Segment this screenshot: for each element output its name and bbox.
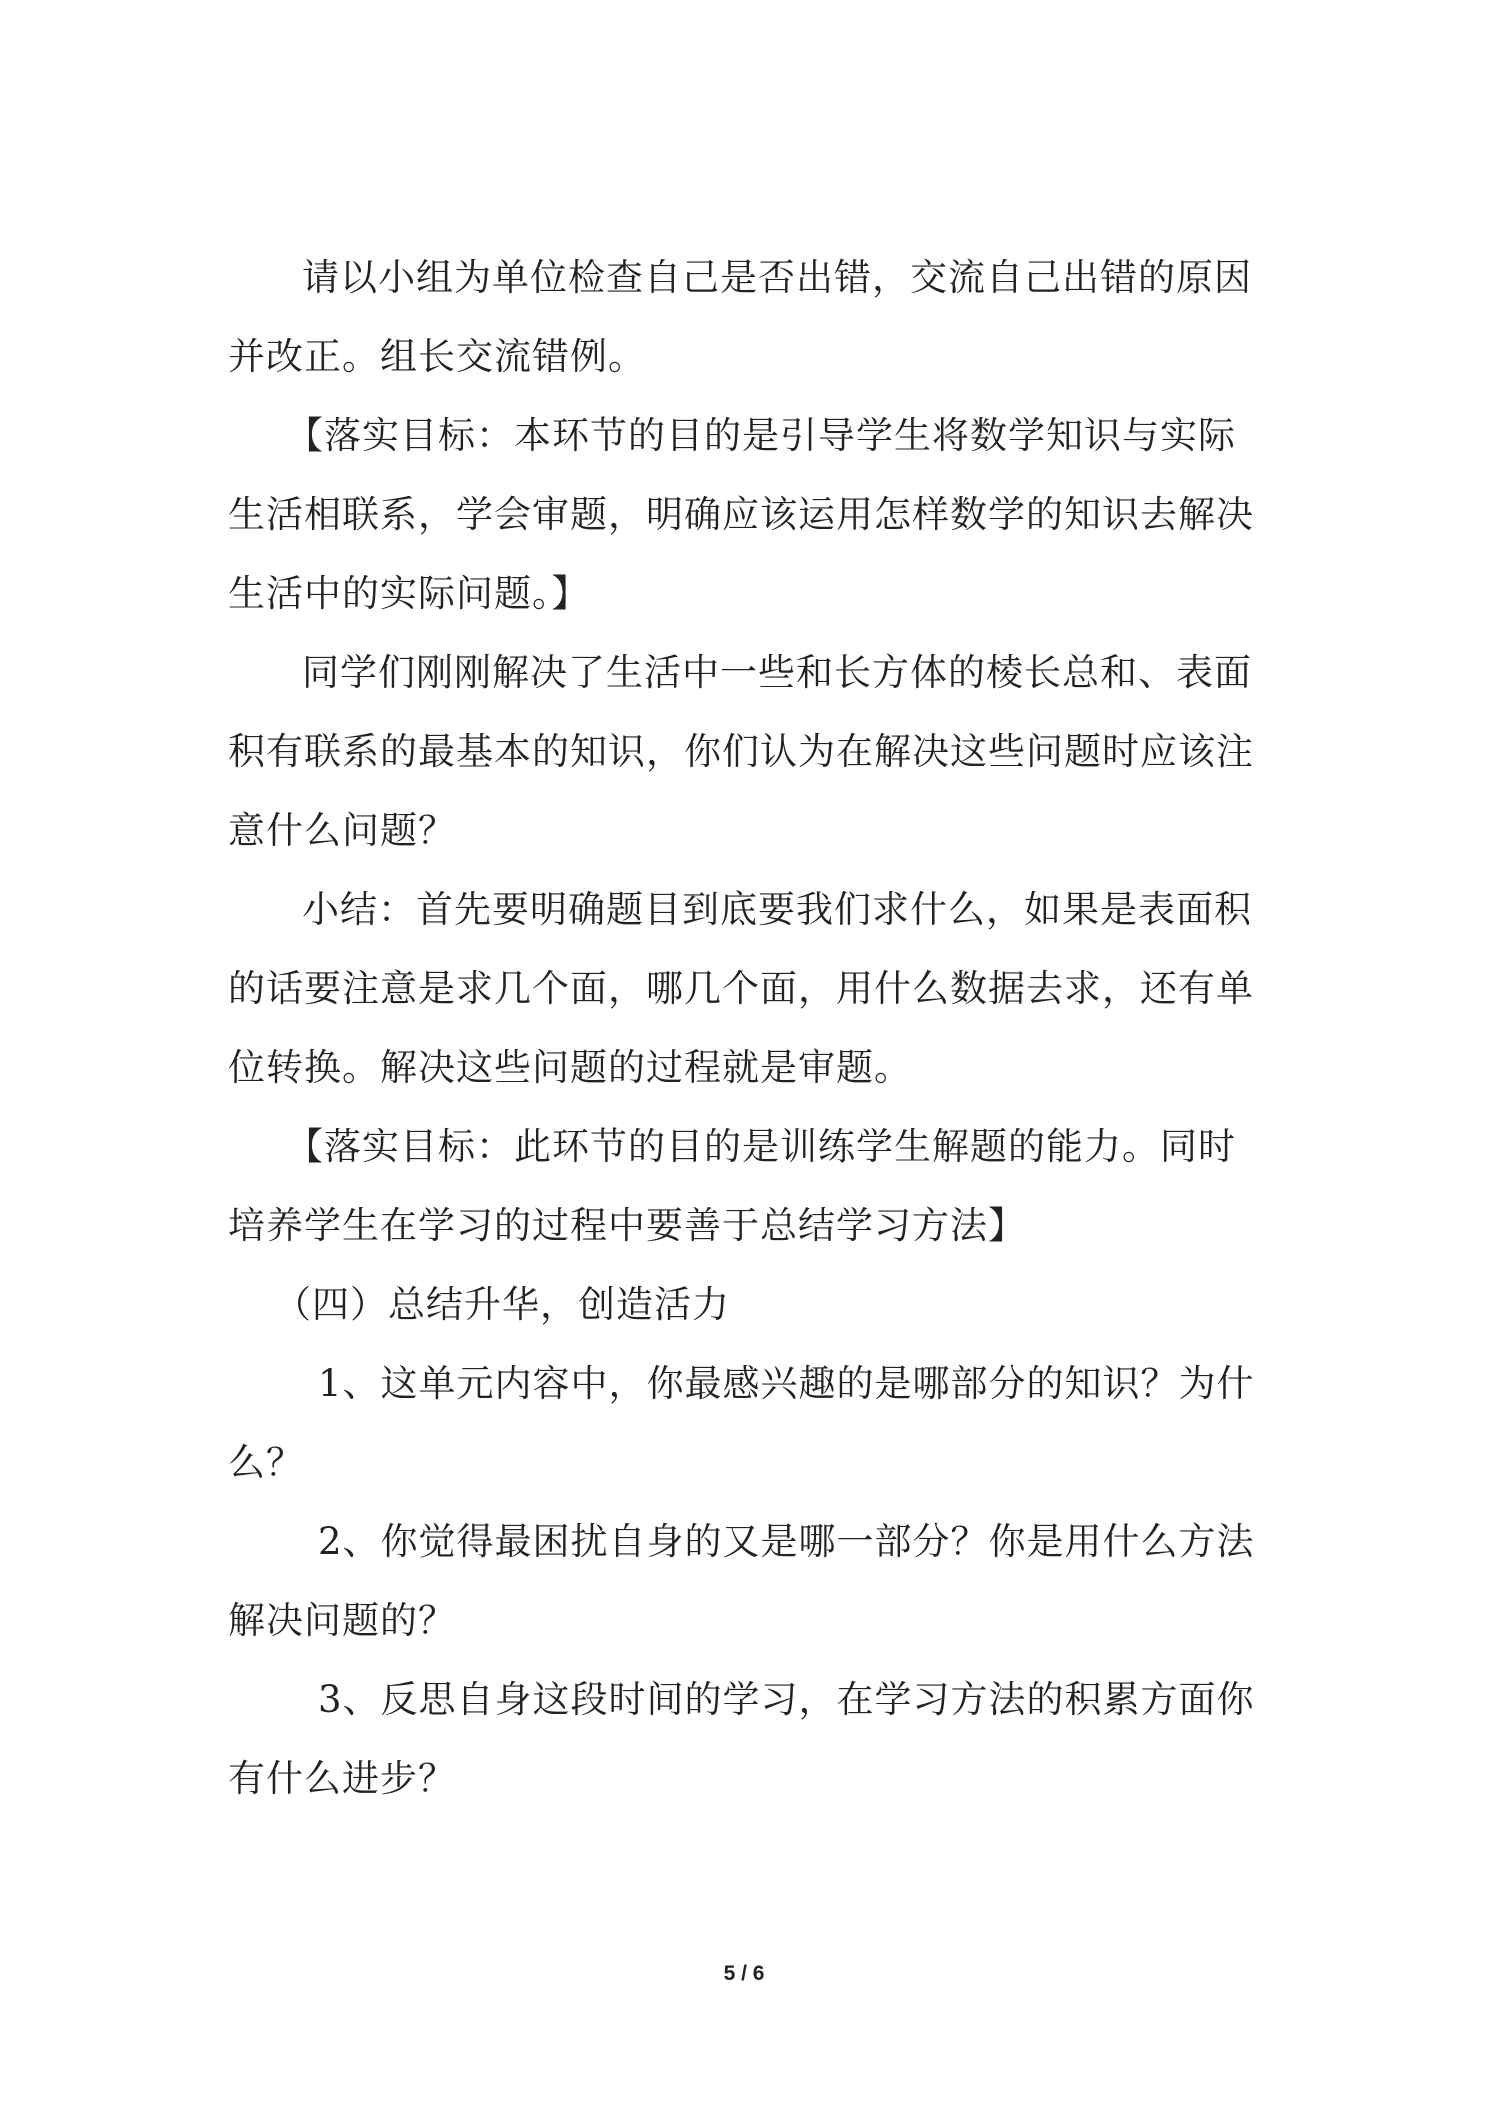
paragraph-objective-1: 【落实目标：本环节的目的是引导学生将数学知识与实际生活相联系，学会审题，明确应该运用怎样数学的知识去解决生活中的实际问题。】 — [228, 414, 1254, 615]
paragraph-objective-2: 【落实目标：此环节的目的是训练学生解题的能力。同时培养学生在学习的过程中要善于总结学习方法】 — [228, 1125, 1236, 1247]
list-item-question-3: 3、反思自身这段时间的学习，在学习方法的积累方面你有什么进步？ — [228, 1678, 1255, 1800]
paragraph-question: 同学们刚刚解决了生活中一些和长方体的棱长总和、表面积有联系的最基本的知识，你们认为在解决这些问题时应该注意什么问题？ — [228, 651, 1254, 852]
section-heading-four: （四）总结升华，创造活力 — [274, 1283, 730, 1326]
paragraph-summary: 小结：首先要明确题目到底要我们求什么，如果是表面积的话要注意是求几个面，哪几个面，用什么数据去求，还有单位转换。解决这些问题的过程就是审题。 — [228, 888, 1254, 1089]
list-item-question-2: 2、你觉得最困扰自身的又是哪一部分？你是用什么方法解决问题的？ — [228, 1520, 1255, 1642]
page-number: 5 / 6 — [723, 1962, 765, 1985]
paragraph-check-errors: 请以小组为单位检查自己是否出错，交流自己出错的原因并改正。组长交流错例。 — [228, 256, 1252, 378]
list-item-question-1: 1、这单元内容中，你最感兴趣的是哪部分的知识？为什么？ — [228, 1362, 1255, 1484]
